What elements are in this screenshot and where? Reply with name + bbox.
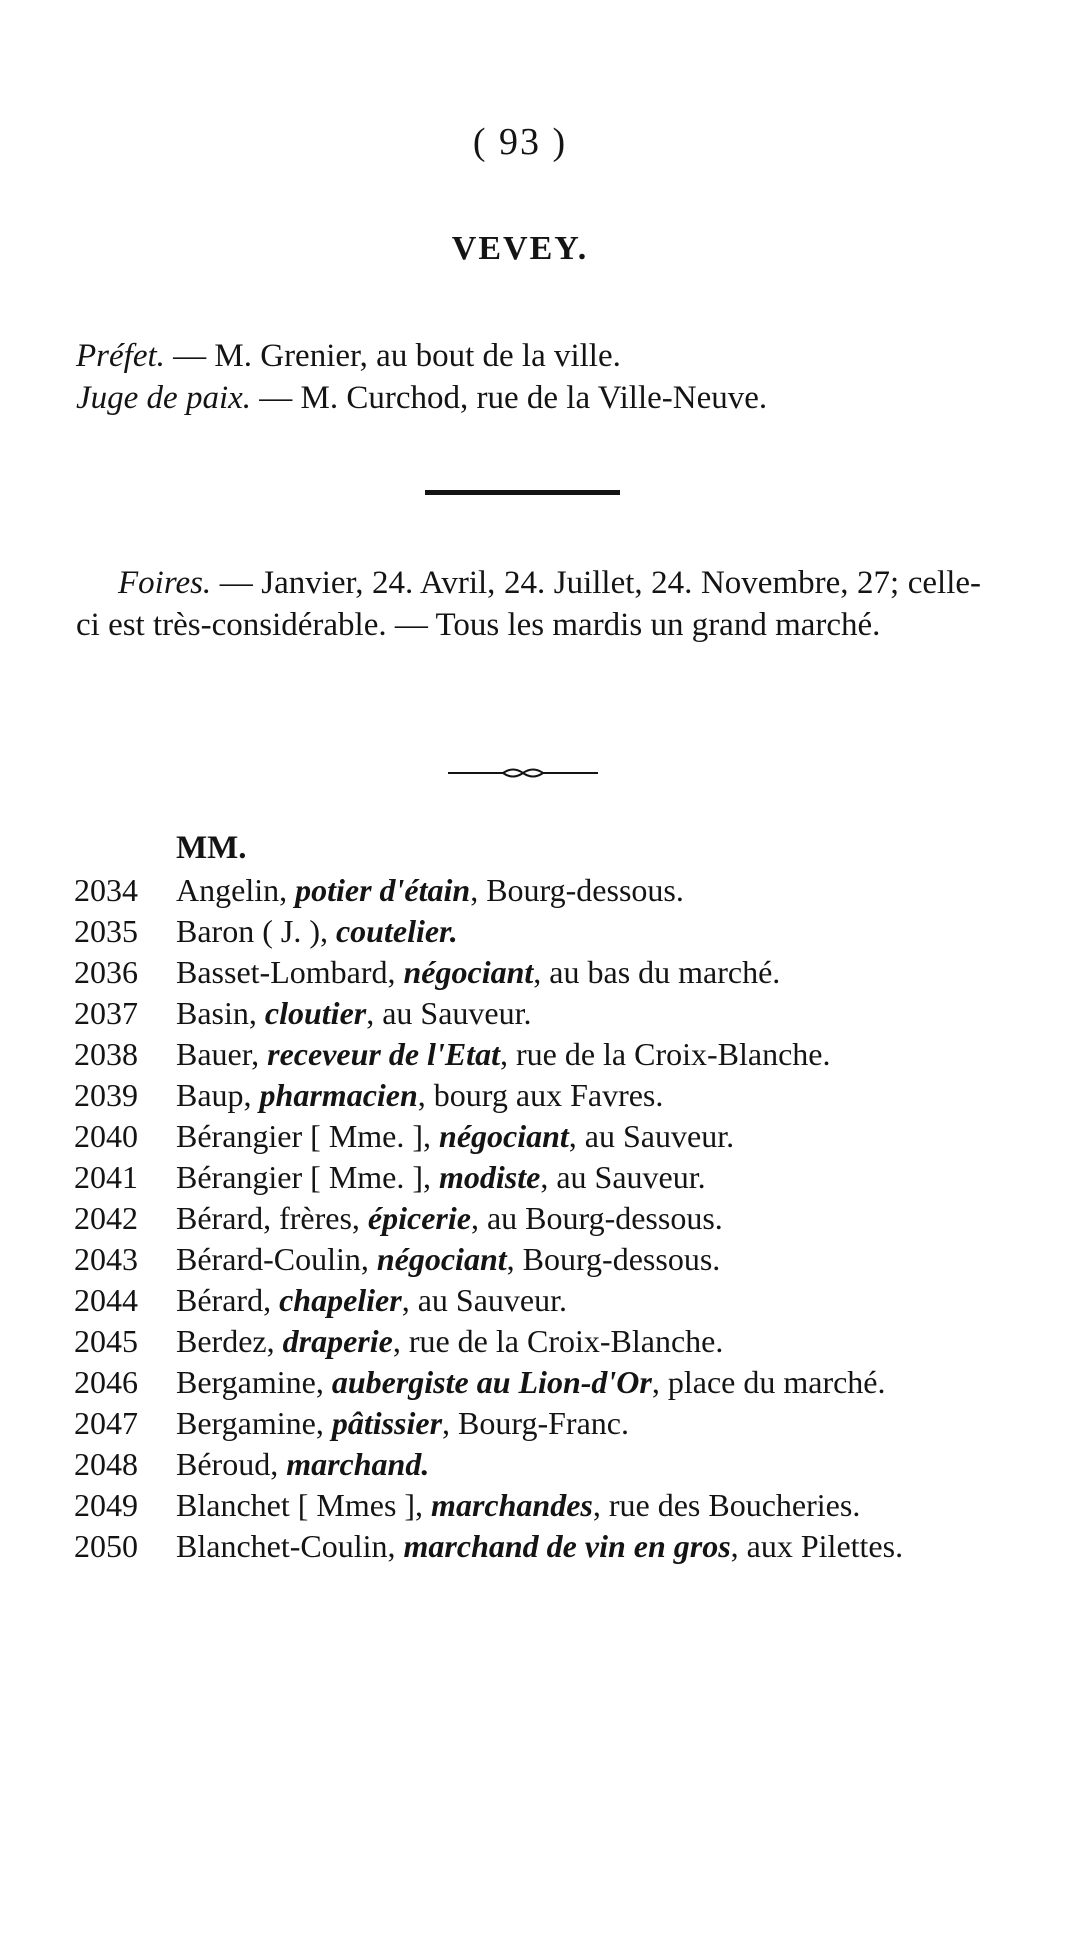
fairs-paragraph <box>76 562 981 646</box>
entry-name: Bergamine, <box>176 1405 332 1441</box>
entry-name: Bauer, <box>176 1036 268 1072</box>
entry-number: 2046 <box>74 1364 138 1400</box>
entry-name: Bérard, frères, <box>176 1200 368 1236</box>
entry-address: , au Sauveur. <box>540 1159 706 1195</box>
entry-number: 2049 <box>74 1487 138 1523</box>
entry-occupation: chapelier <box>279 1282 402 1318</box>
entry-name: Basin, <box>176 995 265 1031</box>
entry-name: Bérard, <box>176 1282 280 1318</box>
entry-address: , au bas du marché. <box>533 954 781 990</box>
entry-text <box>176 993 994 1034</box>
entry-occupation: potier d'étain <box>295 872 471 908</box>
entry-text <box>176 1321 994 1362</box>
entry-occupation: pâtissier <box>331 1405 443 1441</box>
entry-name: Blanchet-Coulin, <box>176 1528 404 1564</box>
entry-number: 2050 <box>74 1528 138 1564</box>
entry-number: 2037 <box>74 995 138 1031</box>
page-number: ( 93 ) <box>472 121 568 163</box>
entry-occupation: aubergiste au Lion-d'Or <box>331 1364 652 1400</box>
entry-number: 2040 <box>74 1118 138 1154</box>
entry-text <box>176 1116 994 1157</box>
entry-text <box>176 1034 994 1075</box>
entry-address: , au Sauveur. <box>568 1118 735 1154</box>
official-details: — M. Grenier, au bout de la ville. <box>164 338 621 374</box>
list-item <box>74 911 994 952</box>
entry-address: , Bourg-dessous. <box>506 1241 721 1277</box>
list-item <box>74 1280 994 1321</box>
divider-rule <box>425 490 620 495</box>
entry-number: 2045 <box>74 1323 138 1359</box>
mm-heading: MM. <box>176 830 247 866</box>
entry-name: Blanchet [ Mmes ], <box>176 1487 432 1523</box>
entry-number: 2047 <box>74 1405 138 1441</box>
entry-occupation: marchandes <box>431 1487 593 1523</box>
entry-number: 2035 <box>74 913 138 949</box>
entry-text <box>176 1526 994 1567</box>
city-heading: VEVEY. <box>451 230 589 267</box>
entry-address: , rue des Boucheries. <box>592 1487 861 1523</box>
entry-address: , aux Pilettes. <box>730 1528 904 1564</box>
list-item <box>74 1157 994 1198</box>
official-role: Préfet. <box>76 338 165 374</box>
list-item <box>74 1362 994 1403</box>
entry-text <box>176 1157 994 1198</box>
entry-text <box>176 911 994 952</box>
list-item <box>74 1239 994 1280</box>
directory-list <box>74 870 994 1567</box>
list-item <box>74 1485 994 1526</box>
entry-address: , au Sauveur. <box>366 995 532 1031</box>
entry-name: Bérard-Coulin, <box>176 1241 377 1277</box>
ornament-divider <box>448 758 598 788</box>
entry-text <box>176 952 994 993</box>
entry-occupation: marchand de vin en gros <box>403 1528 731 1564</box>
list-item <box>74 952 994 993</box>
official-prefet <box>76 335 996 377</box>
list-item <box>74 993 994 1034</box>
entry-occupation: négociant <box>439 1118 569 1154</box>
entry-name: Bergamine, <box>176 1364 332 1400</box>
entry-address: , place du marché. <box>651 1364 886 1400</box>
list-item <box>74 1321 994 1362</box>
entry-name: Basset-Lombard, <box>176 954 404 990</box>
entry-text <box>176 870 994 911</box>
entry-occupation: receveur de l'Etat <box>267 1036 500 1072</box>
entry-name: Angelin, <box>176 872 296 908</box>
entry-occupation: négociant <box>403 954 534 990</box>
entry-address: , rue de la Croix-Blanche. <box>392 1323 724 1359</box>
entry-occupation: marchand. <box>286 1446 430 1482</box>
entry-text <box>176 1075 994 1116</box>
entry-text <box>176 1198 994 1239</box>
entry-occupation: modiste <box>439 1159 541 1195</box>
entry-number: 2034 <box>74 872 138 908</box>
entry-name: Baron ( J. ), <box>176 913 336 949</box>
entry-name: Baup, <box>176 1077 260 1113</box>
entry-occupation: négociant <box>376 1241 507 1277</box>
entry-name: Berdez, <box>176 1323 283 1359</box>
entry-number: 2043 <box>74 1241 138 1277</box>
entry-text <box>176 1444 994 1485</box>
entry-occupation: épicerie <box>367 1200 471 1236</box>
entry-occupation: cloutier <box>264 995 367 1031</box>
entry-number: 2044 <box>74 1282 138 1318</box>
entry-text <box>176 1280 994 1321</box>
entry-occupation: pharmacien <box>259 1077 418 1113</box>
list-item <box>74 1444 994 1485</box>
list-item <box>74 1403 994 1444</box>
entry-address: , Bourg-Franc. <box>442 1405 629 1441</box>
entry-text <box>176 1403 994 1444</box>
fairs-label: Foires. <box>118 565 212 601</box>
official-role: Juge de paix. <box>76 380 252 416</box>
officials-section <box>76 335 996 419</box>
official-juge <box>76 377 996 419</box>
entry-address: , bourg aux Favres. <box>417 1077 664 1113</box>
entry-address: , au Bourg-dessous. <box>470 1200 723 1236</box>
entry-number: 2038 <box>74 1036 138 1072</box>
list-item <box>74 1116 994 1157</box>
list-item <box>74 1075 994 1116</box>
list-item <box>74 1526 994 1567</box>
entry-text <box>176 1485 994 1526</box>
list-item <box>74 1198 994 1239</box>
entry-text <box>176 1362 994 1403</box>
official-details: — M. Curchod, rue de la Ville-Neuve. <box>251 380 768 416</box>
entry-address: , Bourg-dessous. <box>470 872 684 908</box>
entry-address: , au Sauveur. <box>401 1282 567 1318</box>
fairs-text: — Janvier, 24. Avril, 24. Juillet, 24. Novembre, 27; celle-ci est très-considérable. — Tous les mardis un grand marché. <box>76 565 981 643</box>
entry-number: 2041 <box>74 1159 138 1195</box>
list-item <box>74 870 994 911</box>
entry-name: Béroud, <box>176 1446 287 1482</box>
entry-number: 2042 <box>74 1200 138 1236</box>
entry-address: , rue de la Croix-Blanche. <box>499 1036 831 1072</box>
entry-name: Bérangier [ Mme. ], <box>176 1159 440 1195</box>
entry-occupation: coutelier. <box>335 913 458 949</box>
entry-number: 2039 <box>74 1077 138 1113</box>
entry-name: Bérangier [ Mme. ], <box>176 1118 440 1154</box>
entry-number: 2036 <box>74 954 138 990</box>
entry-number: 2048 <box>74 1446 138 1482</box>
entry-text <box>176 1239 994 1280</box>
list-item <box>74 1034 994 1075</box>
entry-occupation: draperie <box>282 1323 393 1359</box>
